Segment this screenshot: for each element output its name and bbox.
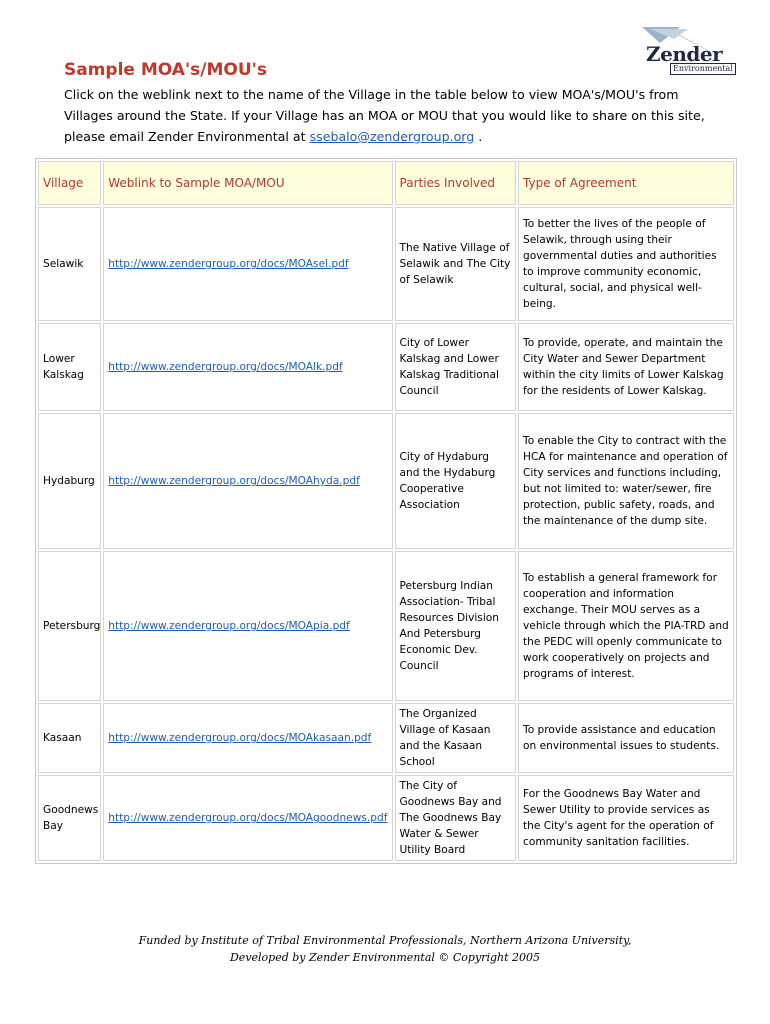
table-row xyxy=(38,703,734,773)
parties-cell: City of Hydaburg and the Hydaburg Cooperative Association xyxy=(395,413,517,549)
village-cell: Kasaan xyxy=(38,703,101,773)
table-row xyxy=(38,207,734,321)
weblink-cell xyxy=(103,703,392,773)
footer-copyright: Developed by Zender Environmental © Copyright 2005 xyxy=(229,951,540,964)
intro-text: Click on the weblink next to the name of the Village in the table below to view MOA's/MOU's from Villages around the State. If your Village has an MOA or MOU that you would like to share on this site, please email Zender Environmental at xyxy=(64,87,705,144)
parties-cell: The Native Village of Selawik and The City of Selawik xyxy=(395,207,517,321)
intro-after: . xyxy=(474,129,483,144)
moa-link[interactable]: http://www.zendergroup.org/docs/MOAlk.pdf xyxy=(108,361,343,373)
agreement-cell: To establish a general framework for cooperation and information exchange. Their MOU serves as a vehicle through which the PIA-TRD and the PEDC will openly communicate to work cooperatively on projects and programs of interest. xyxy=(518,551,734,701)
parties-cell: The City of Goodnews Bay and The Goodnews Bay Water & Sewer Utility Board xyxy=(395,775,517,861)
agreement-cell: For the Goodnews Bay Water and Sewer Utility to provide services as the City's agent for the operation of community sanitation facilities. xyxy=(518,775,734,861)
parties-cell: The Organized Village of Kasaan and the Kasaan School xyxy=(395,703,517,773)
zender-logo xyxy=(640,25,735,75)
moa-link[interactable]: http://www.zendergroup.org/docs/MOAhyda.pdf xyxy=(108,475,360,487)
moa-link[interactable]: http://www.zendergroup.org/docs/MOAsel.pdf xyxy=(108,258,349,270)
header-village: Village xyxy=(38,161,101,205)
header-weblink: Weblink to Sample MOA/MOU xyxy=(103,161,392,205)
moa-link[interactable]: http://www.zendergroup.org/docs/MOApia.pdf xyxy=(108,620,350,632)
moa-table xyxy=(35,158,737,864)
logo-name: Zender xyxy=(646,42,723,66)
header-agreement: Type of Agreement xyxy=(518,161,734,205)
agreement-cell: To enable the City to contract with the HCA for maintenance and operation of City services and functions including, but not limited to: water/sewer, fire protection, public safety, roads, and the maintenance of the dump site. xyxy=(518,413,734,549)
agreement-cell: To provide, operate, and maintain the City Water and Sewer Department within the city limits of Lower Kalskag for the residents of Lower Kalskag. xyxy=(518,323,734,411)
table-row xyxy=(38,551,734,701)
village-cell: Lower Kalskag xyxy=(38,323,101,411)
weblink-cell xyxy=(103,413,392,549)
weblink-cell xyxy=(103,775,392,861)
footer-funding: Funded by Institute of Tribal Environmental Professionals, Northern Arizona University, xyxy=(138,934,632,947)
village-cell: Petersburg xyxy=(38,551,101,701)
weblink-cell xyxy=(103,323,392,411)
parties-cell: City of Lower Kalskag and Lower Kalskag Traditional Council xyxy=(395,323,517,411)
village-cell: Hydaburg xyxy=(38,413,101,549)
weblink-cell xyxy=(103,207,392,321)
table-header-row xyxy=(38,161,734,205)
village-cell: Selawik xyxy=(38,207,101,321)
parties-cell: Petersburg Indian Association- Tribal Resources Division And Petersburg Economic Dev. Council xyxy=(395,551,517,701)
header-parties: Parties Involved xyxy=(395,161,517,205)
intro-paragraph xyxy=(64,84,714,147)
table-row xyxy=(38,323,734,411)
email-link[interactable]: ssebalo@zendergroup.org xyxy=(309,129,475,144)
moa-link[interactable]: http://www.zendergroup.org/docs/MOAkasaan.pdf xyxy=(108,732,372,744)
logo-subtitle: Environmental xyxy=(670,63,736,75)
agreement-cell: To better the lives of the people of Selawik, through using their governmental duties and authorities to improve community economic, cultural, social, and physical well-being. xyxy=(518,207,734,321)
agreement-cell: To provide assistance and education on environmental issues to students. xyxy=(518,703,734,773)
footer xyxy=(0,932,770,966)
table-row xyxy=(38,775,734,861)
page-title: Sample MOA's/MOU's xyxy=(64,60,267,80)
table-row xyxy=(38,413,734,549)
moa-link[interactable]: http://www.zendergroup.org/docs/MOAgoodnews.pdf xyxy=(108,812,388,824)
weblink-cell xyxy=(103,551,392,701)
village-cell: Goodnews Bay xyxy=(38,775,101,861)
